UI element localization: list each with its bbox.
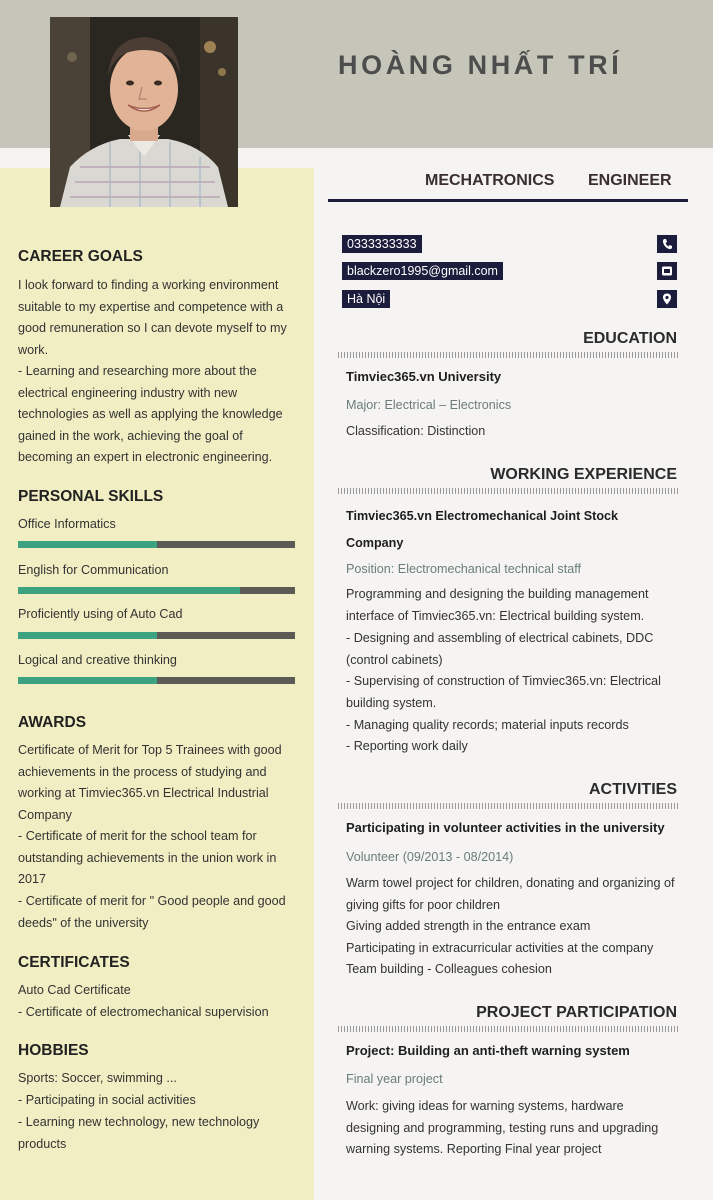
skill-bar: [18, 632, 295, 639]
section-divider: [338, 488, 678, 494]
career-goal-text-1: I look forward to finding a working environment suitable to my expertise and competence with a good remuneration so I can devote myself to my work.: [18, 278, 287, 357]
activity-item-3: Participating in extracurricular activities at the company: [346, 941, 654, 955]
skill-bar-fill: [18, 632, 157, 639]
skill-label: Logical and creative thinking: [18, 653, 177, 667]
skill-bar-fill: [18, 541, 157, 548]
experience-duty-3: - Supervising of construction of Timviec365.vn: Electrical building system.: [346, 674, 661, 710]
career-goals-heading: CAREER GOALS: [18, 248, 143, 265]
hobby-text-3: - Learning new technology, new technology products: [18, 1115, 260, 1151]
email-icon: [657, 262, 677, 280]
certificate-text-2: - Certificate of electromechanical supervision: [18, 1005, 269, 1019]
job-title-underline: [328, 199, 688, 202]
education-major: Major: Electrical – Electronics: [346, 398, 512, 412]
section-divider: [338, 352, 678, 358]
activity-role: Volunteer (09/2013 - 08/2014): [346, 850, 514, 864]
activity-item-1: Warm towel project for children, donating and organizing of giving gifts for poor children: [346, 876, 675, 912]
skill-bar-fill: [18, 587, 240, 594]
skill-label: Proficiently using of Auto Cad: [18, 607, 183, 621]
experience-position: Position: Electromechanical technical staff: [346, 562, 581, 576]
contact-location: Hà Nội: [342, 290, 390, 308]
education-classification: Classification: Distinction: [346, 424, 486, 438]
experience-company: Timviec365.vn Electromechanical Joint Stock Company: [346, 509, 619, 550]
experience-duty-4: - Managing quality records; material inputs records: [346, 718, 629, 732]
project-participation-heading: PROJECT PARTICIPATION: [476, 1004, 677, 1021]
skill-bar: [18, 587, 295, 594]
awards-heading: AWARDS: [18, 714, 87, 731]
phone-icon: [657, 235, 677, 253]
project-description: Work: giving ideas for warning systems, hardware designing and programming, testing runs and upgrading warning systems. Reporting Final year project: [346, 1099, 659, 1157]
skill-bar-fill: [18, 677, 157, 684]
skill-label: Office Informatics: [18, 517, 116, 531]
award-text-2: - Certificate of merit for the school team for outstanding achievements in the union work in 2017: [18, 829, 277, 887]
candidate-name: HOÀNG NHẤT TRÍ: [338, 50, 623, 80]
hobbies-heading: HOBBIES: [18, 1042, 89, 1059]
project-title: Project: Building an anti-theft warning system: [346, 1043, 630, 1058]
experience-duty-1: Programming and designing the building management interface of Timviec365.vn: Electrical building system.: [346, 587, 649, 623]
skill-bar: [18, 677, 295, 684]
activity-item-4: Team building - Colleagues cohesion: [346, 962, 552, 976]
certificate-text-1: Auto Cad Certificate: [18, 983, 131, 997]
activity-title: Participating in volunteer activities in the university: [346, 820, 665, 835]
job-title-word-1: MECHATRONICS: [425, 172, 555, 189]
section-divider: [338, 803, 678, 809]
contact-email[interactable]: blackzero1995@gmail.com: [342, 262, 503, 280]
activities-heading: ACTIVITIES: [588, 781, 677, 798]
skill-bar: [18, 541, 295, 548]
working-experience-heading: WORKING EXPERIENCE: [490, 466, 677, 483]
profile-photo: [50, 17, 238, 207]
award-text-3: - Certificate of merit for " Good people and good deeds" of the university: [18, 894, 286, 930]
education-heading: EDUCATION: [583, 330, 677, 347]
career-goal-text-2: - Learning and researching more about the electrical engineering industry with new technologies as well as applying the knowledge gained in the work, achieving the goal of becoming an expert in electronic engineering.: [18, 364, 283, 465]
skill-label: English for Communication: [18, 563, 169, 577]
activity-item-2: Giving added strength in the entrance exam: [346, 919, 591, 933]
contact-phone[interactable]: 0333333333: [342, 235, 422, 253]
section-divider: [338, 1026, 678, 1032]
experience-duty-5: - Reporting work daily: [346, 739, 468, 753]
hobby-text-2: - Participating in social activities: [18, 1093, 196, 1107]
experience-duty-2: - Designing and assembling of electrical cabinets, DDC (control cabinets): [346, 631, 654, 667]
award-text-1: Certificate of Merit for Top 5 Trainees with good achievements in the process of studying and working at Timviec365.vn Electrical Industrial Company: [18, 743, 282, 822]
hobby-text-1: Sports: Soccer, swimming ...: [18, 1071, 177, 1085]
personal-skills-heading: PERSONAL SKILLS: [18, 488, 164, 505]
certificates-heading: CERTIFICATES: [18, 954, 130, 971]
location-pin-icon: [657, 290, 677, 308]
job-title-word-2: ENGINEER: [588, 172, 672, 189]
project-subtitle: Final year project: [346, 1072, 443, 1086]
education-school: Timviec365.vn University: [346, 369, 502, 384]
